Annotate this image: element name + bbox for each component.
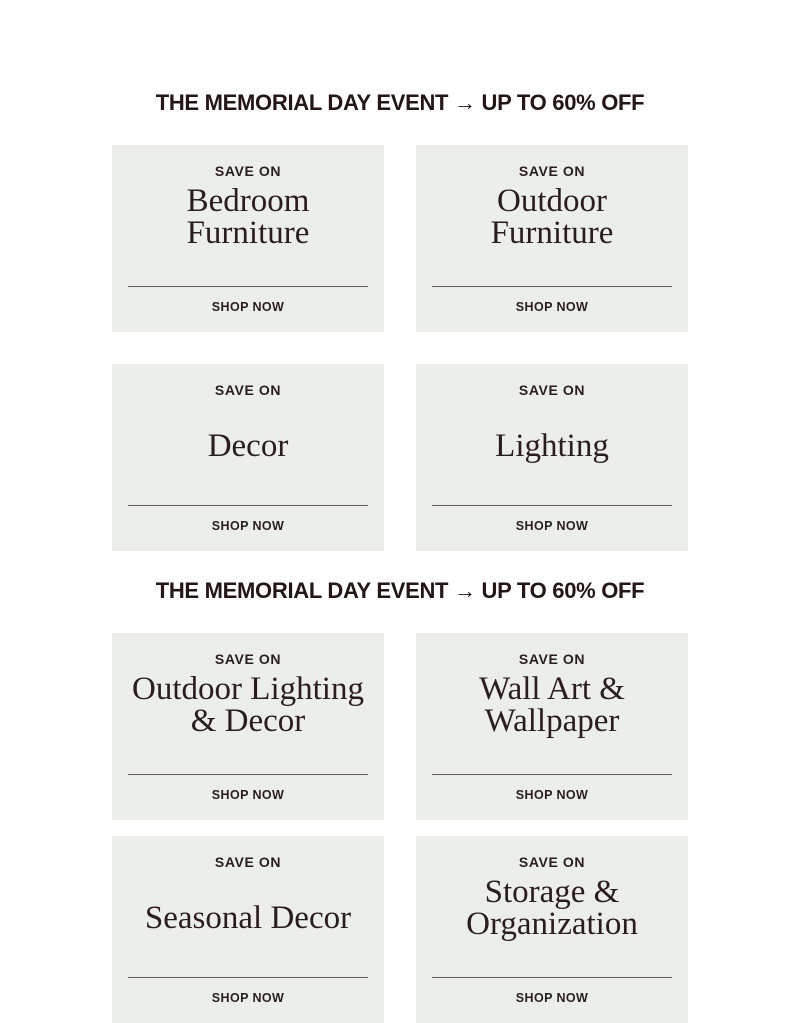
card-title-line: Wall Art & xyxy=(479,671,625,707)
card-title-line: Lighting xyxy=(495,428,609,464)
divider xyxy=(432,286,672,287)
shop-now-link[interactable]: SHOP NOW xyxy=(211,788,285,802)
event-banner[interactable]: THE MEMORIAL DAY EVENT → UP TO 60% OFF xyxy=(155,90,645,115)
save-on-label: SAVE ON xyxy=(518,854,586,870)
card-outdoor-lighting-decor[interactable] xyxy=(112,633,384,820)
save-on-label: SAVE ON xyxy=(518,163,586,179)
card-outdoor-furniture[interactable] xyxy=(416,145,688,332)
card-title-line: Decor xyxy=(207,428,289,464)
card-title xyxy=(426,876,678,996)
shop-now-link[interactable]: SHOP NOW xyxy=(515,788,589,802)
shop-now-link[interactable]: SHOP NOW xyxy=(211,991,285,1005)
divider xyxy=(128,977,368,978)
card-bedroom-furniture[interactable] xyxy=(112,145,384,332)
divider xyxy=(432,505,672,506)
divider xyxy=(128,505,368,506)
save-on-label: SAVE ON xyxy=(214,382,282,398)
card-title-line: Outdoor xyxy=(496,183,607,219)
card-wall-art-wallpaper[interactable] xyxy=(416,633,688,820)
save-on-label: SAVE ON xyxy=(214,854,282,870)
shop-now-link[interactable]: SHOP NOW xyxy=(211,519,285,533)
card-title-line: Bedroom xyxy=(186,183,310,219)
card-title-line: Organization xyxy=(466,906,638,942)
shop-now-link[interactable]: SHOP NOW xyxy=(515,519,589,533)
card-title-line: Furniture xyxy=(186,215,310,251)
divider xyxy=(432,977,672,978)
card-title xyxy=(426,185,678,305)
card-title xyxy=(122,673,374,793)
card-seasonal-decor[interactable] xyxy=(112,836,384,1023)
save-on-label: SAVE ON xyxy=(214,163,282,179)
divider xyxy=(432,774,672,775)
card-title xyxy=(426,673,678,793)
card-decor[interactable] xyxy=(112,364,384,551)
shop-now-link[interactable]: SHOP NOW xyxy=(515,991,589,1005)
card-title-line: Furniture xyxy=(490,215,614,251)
divider xyxy=(128,774,368,775)
card-storage-organization[interactable] xyxy=(416,836,688,1023)
save-on-label: SAVE ON xyxy=(518,651,586,667)
card-title-line: & Decor xyxy=(190,703,306,739)
event-banner[interactable]: THE MEMORIAL DAY EVENT → UP TO 60% OFF xyxy=(155,578,645,603)
card-title-line: Wallpaper xyxy=(484,703,620,739)
save-on-label: SAVE ON xyxy=(214,651,282,667)
card-lighting[interactable] xyxy=(416,364,688,551)
card-title-line: Storage & xyxy=(484,874,620,910)
shop-now-link[interactable]: SHOP NOW xyxy=(515,300,589,314)
divider xyxy=(128,286,368,287)
card-title-line: Outdoor Lighting xyxy=(132,671,364,707)
shop-now-link[interactable]: SHOP NOW xyxy=(211,300,285,314)
card-title-line: Seasonal Decor xyxy=(144,900,352,936)
save-on-label: SAVE ON xyxy=(518,382,586,398)
card-title xyxy=(122,185,374,305)
